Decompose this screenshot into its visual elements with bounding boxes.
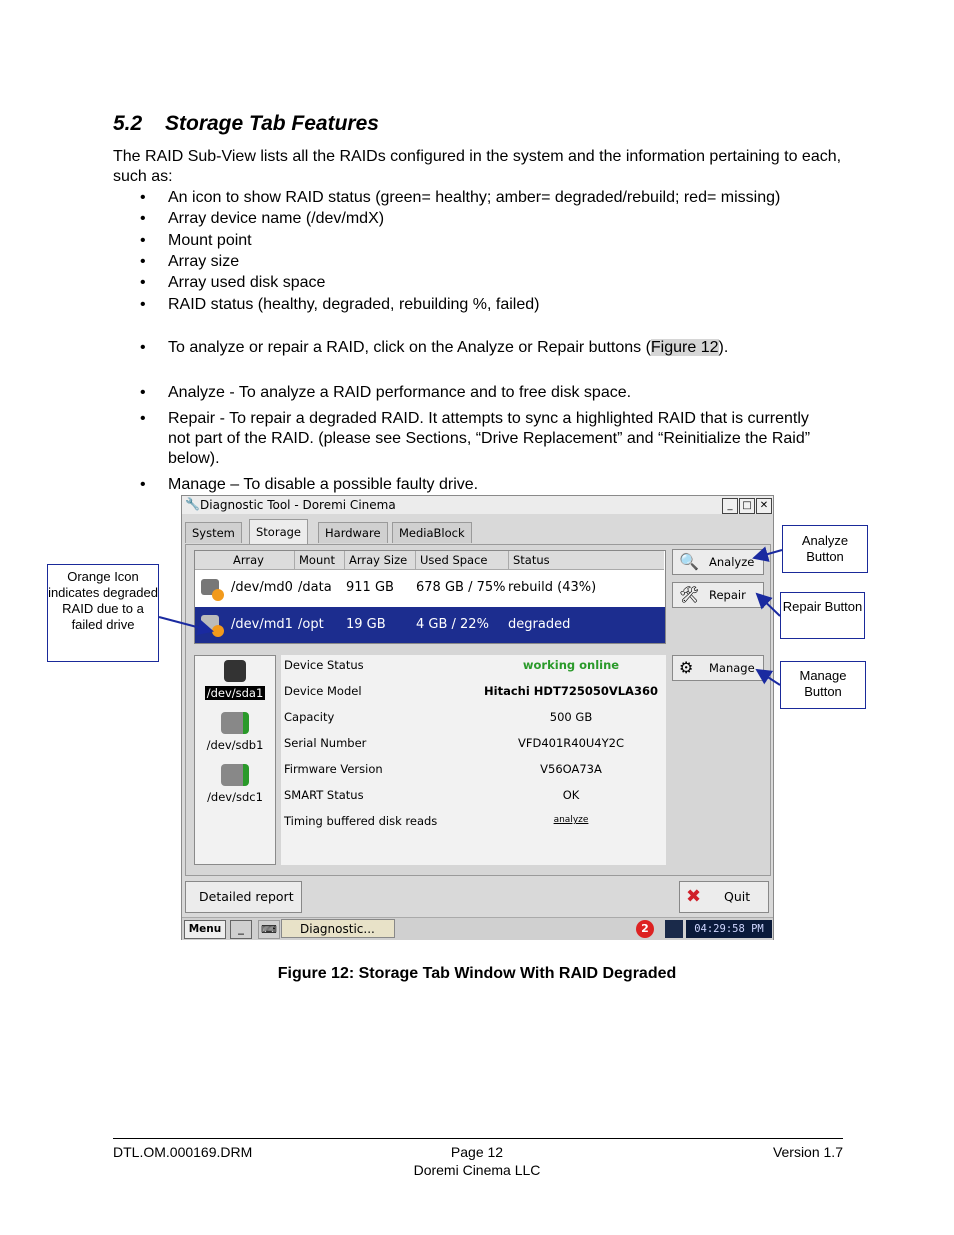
device-info-panel: Device Status working online Device Model Hitachi HDT725050VLA360 Capacity 500 GB Serial Number VFD401R40U4Y2C Firmware Version V56OA73A SMART Status OK Timing buffered disk reads analyze — [281, 655, 666, 865]
manage-button[interactable]: ⚙ Manage — [672, 655, 764, 681]
repair-button[interactable]: 🛠 Repair — [672, 582, 764, 608]
tab-storage[interactable]: Storage — [249, 519, 308, 544]
taskbar-window-item[interactable]: Diagnostic... — [281, 919, 395, 938]
page-number: Page 12 — [450, 1144, 504, 1160]
notification-badge[interactable]: 2 — [636, 920, 654, 938]
figure-link[interactable]: Figure 12 — [650, 339, 719, 356]
menu-button[interactable]: Menu — [184, 920, 226, 939]
callout-analyze: Analyze Button — [782, 525, 868, 573]
section-title: Storage Tab Features — [165, 112, 379, 135]
callout-orange-icon: Orange Icon indicates degraded RAID due to a failed drive — [47, 564, 159, 662]
device-status-value: working online — [522, 658, 620, 672]
quit-button[interactable]: ✖ Quit — [679, 881, 769, 913]
table-row[interactable]: /dev/md0 /data 911 GB 678 GB / 75% rebuild (43%) — [195, 570, 665, 606]
close-button[interactable]: ✕ — [756, 498, 772, 514]
analyze-button[interactable]: 🔍 Analyze — [672, 549, 764, 575]
analyze-link[interactable]: analyze — [553, 815, 589, 825]
wrench-icon: 🔧 — [185, 497, 200, 511]
tab-system[interactable]: System — [185, 522, 242, 543]
table-row-selected[interactable]: /dev/md1 /opt 19 GB 4 GB / 22% degraded — [195, 607, 665, 643]
gear-icon: ⚙ — [679, 658, 694, 677]
disk-item[interactable]: /dev/sdc1 — [195, 764, 275, 804]
close-x-icon: ✖ — [686, 886, 702, 907]
column-header[interactable]: Array — [229, 551, 295, 570]
footer-version: Version 1.7 — [772, 1144, 843, 1160]
minimize-button[interactable]: _ — [722, 498, 738, 514]
footer-rule — [113, 1138, 843, 1139]
disk-item[interactable]: /dev/sdb1 — [195, 712, 275, 752]
company-name: Doremi Cinema LLC — [413, 1162, 541, 1178]
detailed-report-button[interactable]: Detailed report — [185, 881, 302, 913]
magnifier-icon: 🔍 — [679, 552, 699, 571]
show-desktop-icon[interactable]: _ — [230, 920, 252, 939]
footer-center — [377, 1143, 577, 1179]
keyboard-icon[interactable]: ⌨ — [258, 920, 280, 939]
tab-hardware[interactable]: Hardware — [318, 522, 388, 543]
disk-item[interactable]: /dev/sda1 — [195, 660, 275, 700]
column-header[interactable]: Array Size — [345, 551, 416, 570]
footer-doc-id: DTL.OM.000169.DRM — [113, 1144, 253, 1160]
callout-manage: Manage Button — [780, 661, 866, 709]
maximize-button[interactable]: □ — [739, 498, 755, 514]
clock: 04:29:58 PM — [686, 920, 772, 938]
tools-icon: 🛠 — [679, 585, 700, 604]
tab-mediablock[interactable]: MediaBlock — [392, 522, 472, 543]
figure-caption: Figure 12: Storage Tab Window With RAID Degraded — [277, 965, 677, 982]
window-title: Diagnostic Tool - Doremi Cinema — [200, 498, 396, 512]
intro-paragraph: The RAID Sub-View lists all the RAIDs configured in the system and the information pertaining to each, such as: — [113, 148, 842, 185]
section-number: 5.2 — [113, 112, 143, 135]
column-header[interactable]: Status — [509, 551, 664, 570]
callout-repair: Repair Button — [780, 592, 865, 639]
column-header[interactable]: Used Space — [416, 551, 509, 570]
column-header[interactable]: Mount — [295, 551, 345, 570]
